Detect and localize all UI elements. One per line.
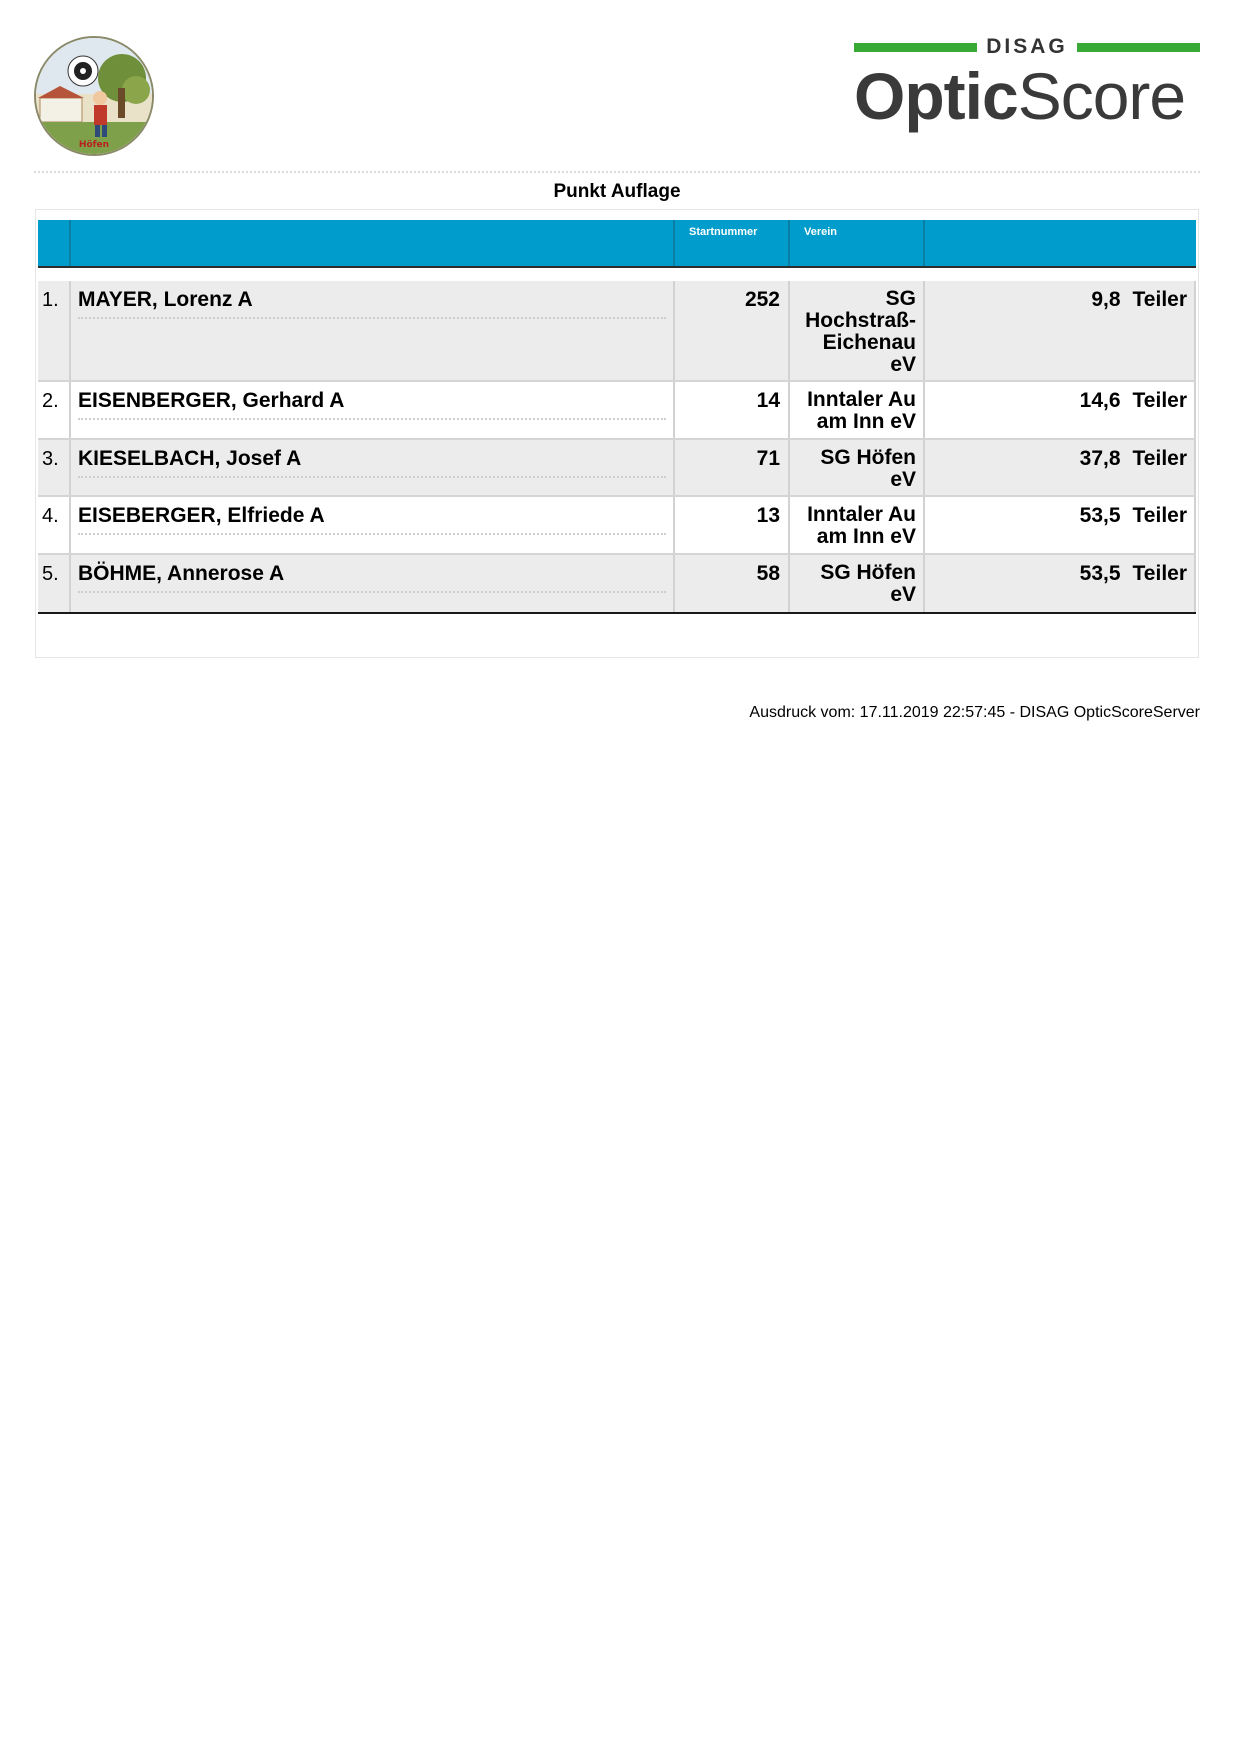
result-unit: Teiler xyxy=(1132,389,1187,412)
result-value: 53,5 xyxy=(1079,562,1121,585)
print-footer: Ausdruck vom: 17.11.2019 22:57:45 - DISAG OpticScoreServer xyxy=(749,704,1200,721)
header-name xyxy=(69,220,673,266)
brand-green-bar xyxy=(854,43,977,52)
club-cell: SG Hochstraß-Eichenau eV xyxy=(788,281,923,382)
result-unit: Teiler xyxy=(1132,504,1187,527)
brand-optic: Optic xyxy=(854,59,1018,133)
rank-cell: 3. xyxy=(42,448,59,470)
club-logo xyxy=(34,36,154,156)
result-cell xyxy=(923,555,1196,612)
rank-cell: 5. xyxy=(42,563,59,585)
table-header xyxy=(38,220,1196,268)
shooter-name: BÖHME, Annerose A xyxy=(78,562,285,585)
table-row xyxy=(38,382,1196,440)
result-unit: Teiler xyxy=(1132,447,1187,470)
name-cell xyxy=(69,382,673,440)
rank-cell: 2. xyxy=(42,390,59,412)
dotted-divider xyxy=(78,418,666,420)
dotted-divider xyxy=(78,317,666,319)
table-bottom-rule xyxy=(38,612,1196,614)
results-table xyxy=(35,209,1199,658)
table-row xyxy=(38,440,1196,497)
dotted-divider xyxy=(78,533,666,535)
table-row xyxy=(38,497,1196,555)
result-value: 9,8 xyxy=(1091,288,1121,311)
rank-cell: 4. xyxy=(42,505,59,527)
table-row xyxy=(38,281,1196,382)
name-cell xyxy=(69,440,673,497)
brand-top-line xyxy=(854,35,1200,58)
shooter-name: EISEBERGER, Elfriede A xyxy=(78,504,325,527)
brand-opticscore-text xyxy=(854,56,1185,136)
name-cell xyxy=(69,497,673,555)
result-value: 14,6 xyxy=(1079,389,1121,412)
header-separator xyxy=(34,171,1200,173)
result-cell xyxy=(923,281,1196,382)
club-cell: Inntaler Au am Inn eV xyxy=(788,497,923,555)
club-cell: SG Höfen eV xyxy=(788,555,923,612)
page-title: Punkt Auflage xyxy=(553,181,681,202)
result-value: 53,5 xyxy=(1079,504,1121,527)
name-cell xyxy=(69,555,673,612)
header-verein: Verein xyxy=(788,220,923,266)
start-number-cell: 252 xyxy=(673,281,788,382)
result-unit: Teiler xyxy=(1132,288,1187,311)
result-unit: Teiler xyxy=(1132,562,1187,585)
table-row xyxy=(38,555,1196,612)
header-rank xyxy=(38,220,69,266)
svg-text:Höfen: Höfen xyxy=(78,140,110,150)
header-startnummer: Startnummer xyxy=(673,220,788,266)
dotted-divider xyxy=(78,476,666,478)
brand-score: Score xyxy=(1017,59,1186,133)
start-number-cell: 71 xyxy=(673,440,788,497)
club-cell: Inntaler Au am Inn eV xyxy=(788,382,923,440)
disag-opticscore-logo xyxy=(854,35,1200,136)
start-number-cell: 14 xyxy=(673,382,788,440)
brand-green-bar xyxy=(1077,43,1200,52)
name-cell xyxy=(69,281,673,382)
result-cell xyxy=(923,497,1196,555)
shooter-name: KIESELBACH, Josef A xyxy=(78,447,302,470)
shooter-name: EISENBERGER, Gerhard A xyxy=(78,389,345,412)
result-cell xyxy=(923,382,1196,440)
start-number-cell: 13 xyxy=(673,497,788,555)
start-number-cell: 58 xyxy=(673,555,788,612)
shooter-name: MAYER, Lorenz A xyxy=(78,288,253,311)
brand-disag-text: DISAG xyxy=(986,35,1068,58)
club-cell: SG Höfen eV xyxy=(788,440,923,497)
result-value: 37,8 xyxy=(1079,447,1121,470)
result-cell xyxy=(923,440,1196,497)
header-result xyxy=(923,220,1196,266)
rank-cell: 1. xyxy=(42,289,59,311)
dotted-divider xyxy=(78,591,666,593)
